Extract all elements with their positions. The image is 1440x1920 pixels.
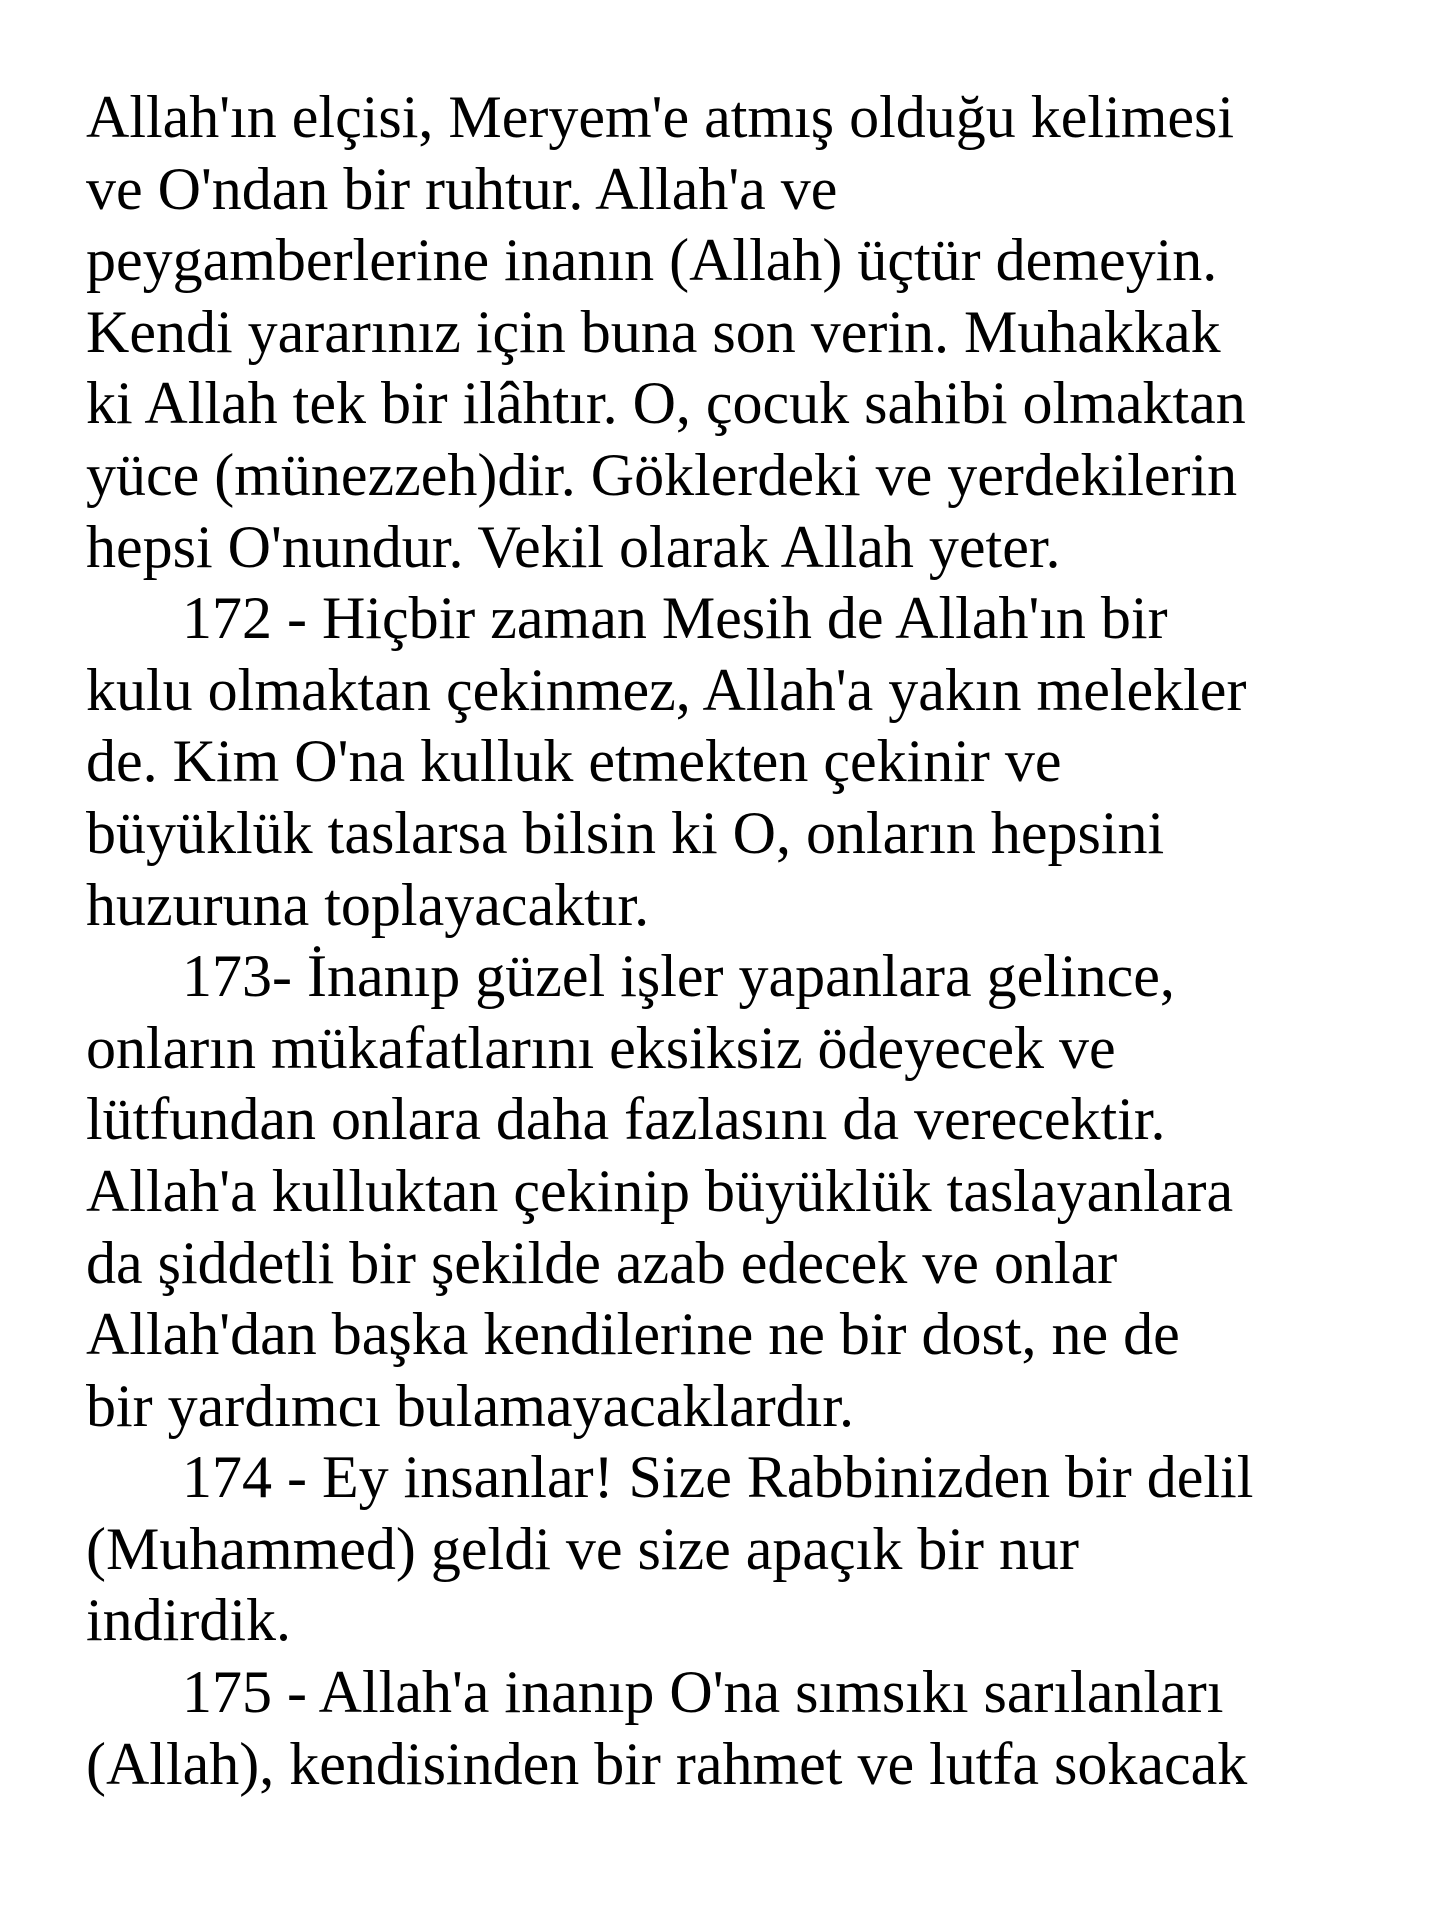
text-line: (Muhammed) geldi ve size apaçık bir nur — [86, 1515, 1079, 1582]
text-line: (Allah), kendisinden bir rahmet ve lutfa sokacak — [86, 1730, 1248, 1797]
text-line: Kendi yararınız için buna son verin. Muhakkak — [86, 298, 1221, 365]
body-text — [86, 82, 1386, 1800]
text-line: bir yardımcı bulamayacaklardır. — [86, 1372, 855, 1439]
text-line: Allah'ın elçisi, Meryem'e atmış olduğu kelimesi — [86, 84, 1235, 150]
verse-start-line: 174 - Ey insanlar! Size Rabbinizden bir delil — [182, 1444, 1254, 1511]
text-line: de. Kim O'na kulluk etmekten çekinir ve — [86, 728, 1062, 795]
text-line: büyüklük taslarsa bilsin ki O, onların hepsini — [86, 799, 1165, 866]
text-line: Allah'a kulluktan çekinip büyüklük taslayanlara — [86, 1157, 1234, 1224]
text-line: Allah'dan başka kendilerine ne bir dost, ne de — [86, 1301, 1180, 1368]
text-line: da şiddetli bir şekilde azab edecek ve onlar — [86, 1229, 1118, 1296]
verse-start-line: 173- İnanıp güzel işler yapanlara gelince, — [182, 943, 1175, 1010]
verse-start-line: 172 - Hiçbir zaman Mesih de Allah'ın bir — [182, 585, 1168, 652]
text-line: lütfundan onlara daha fazlasını da verecektir. — [86, 1086, 1166, 1153]
text-line: hepsi O'nundur. Vekil olarak Allah yeter. — [86, 513, 1061, 580]
text-line: yüce (münezzeh)dir. Göklerdeki ve yerdekilerin — [86, 441, 1238, 508]
text-line: kulu olmaktan çekinmez, Allah'a yakın melekler — [86, 656, 1247, 723]
text-line: indirdik. — [86, 1587, 291, 1654]
text-line: onların mükafatlarını eksiksiz ödeyecek ve — [86, 1014, 1116, 1081]
text-line: ki Allah tek bir ilâhtır. O, çocuk sahibi olmaktan — [86, 370, 1246, 437]
text-line: ve O'ndan bir ruhtur. Allah'a ve — [86, 155, 838, 222]
text-line: peygamberlerine inanın (Allah) üçtür demeyin. — [86, 227, 1218, 294]
verse-start-line: 175 - Allah'a inanıp O'na sımsıkı sarılanları — [182, 1659, 1224, 1726]
text-line: huzuruna toplayacaktır. — [86, 871, 650, 938]
